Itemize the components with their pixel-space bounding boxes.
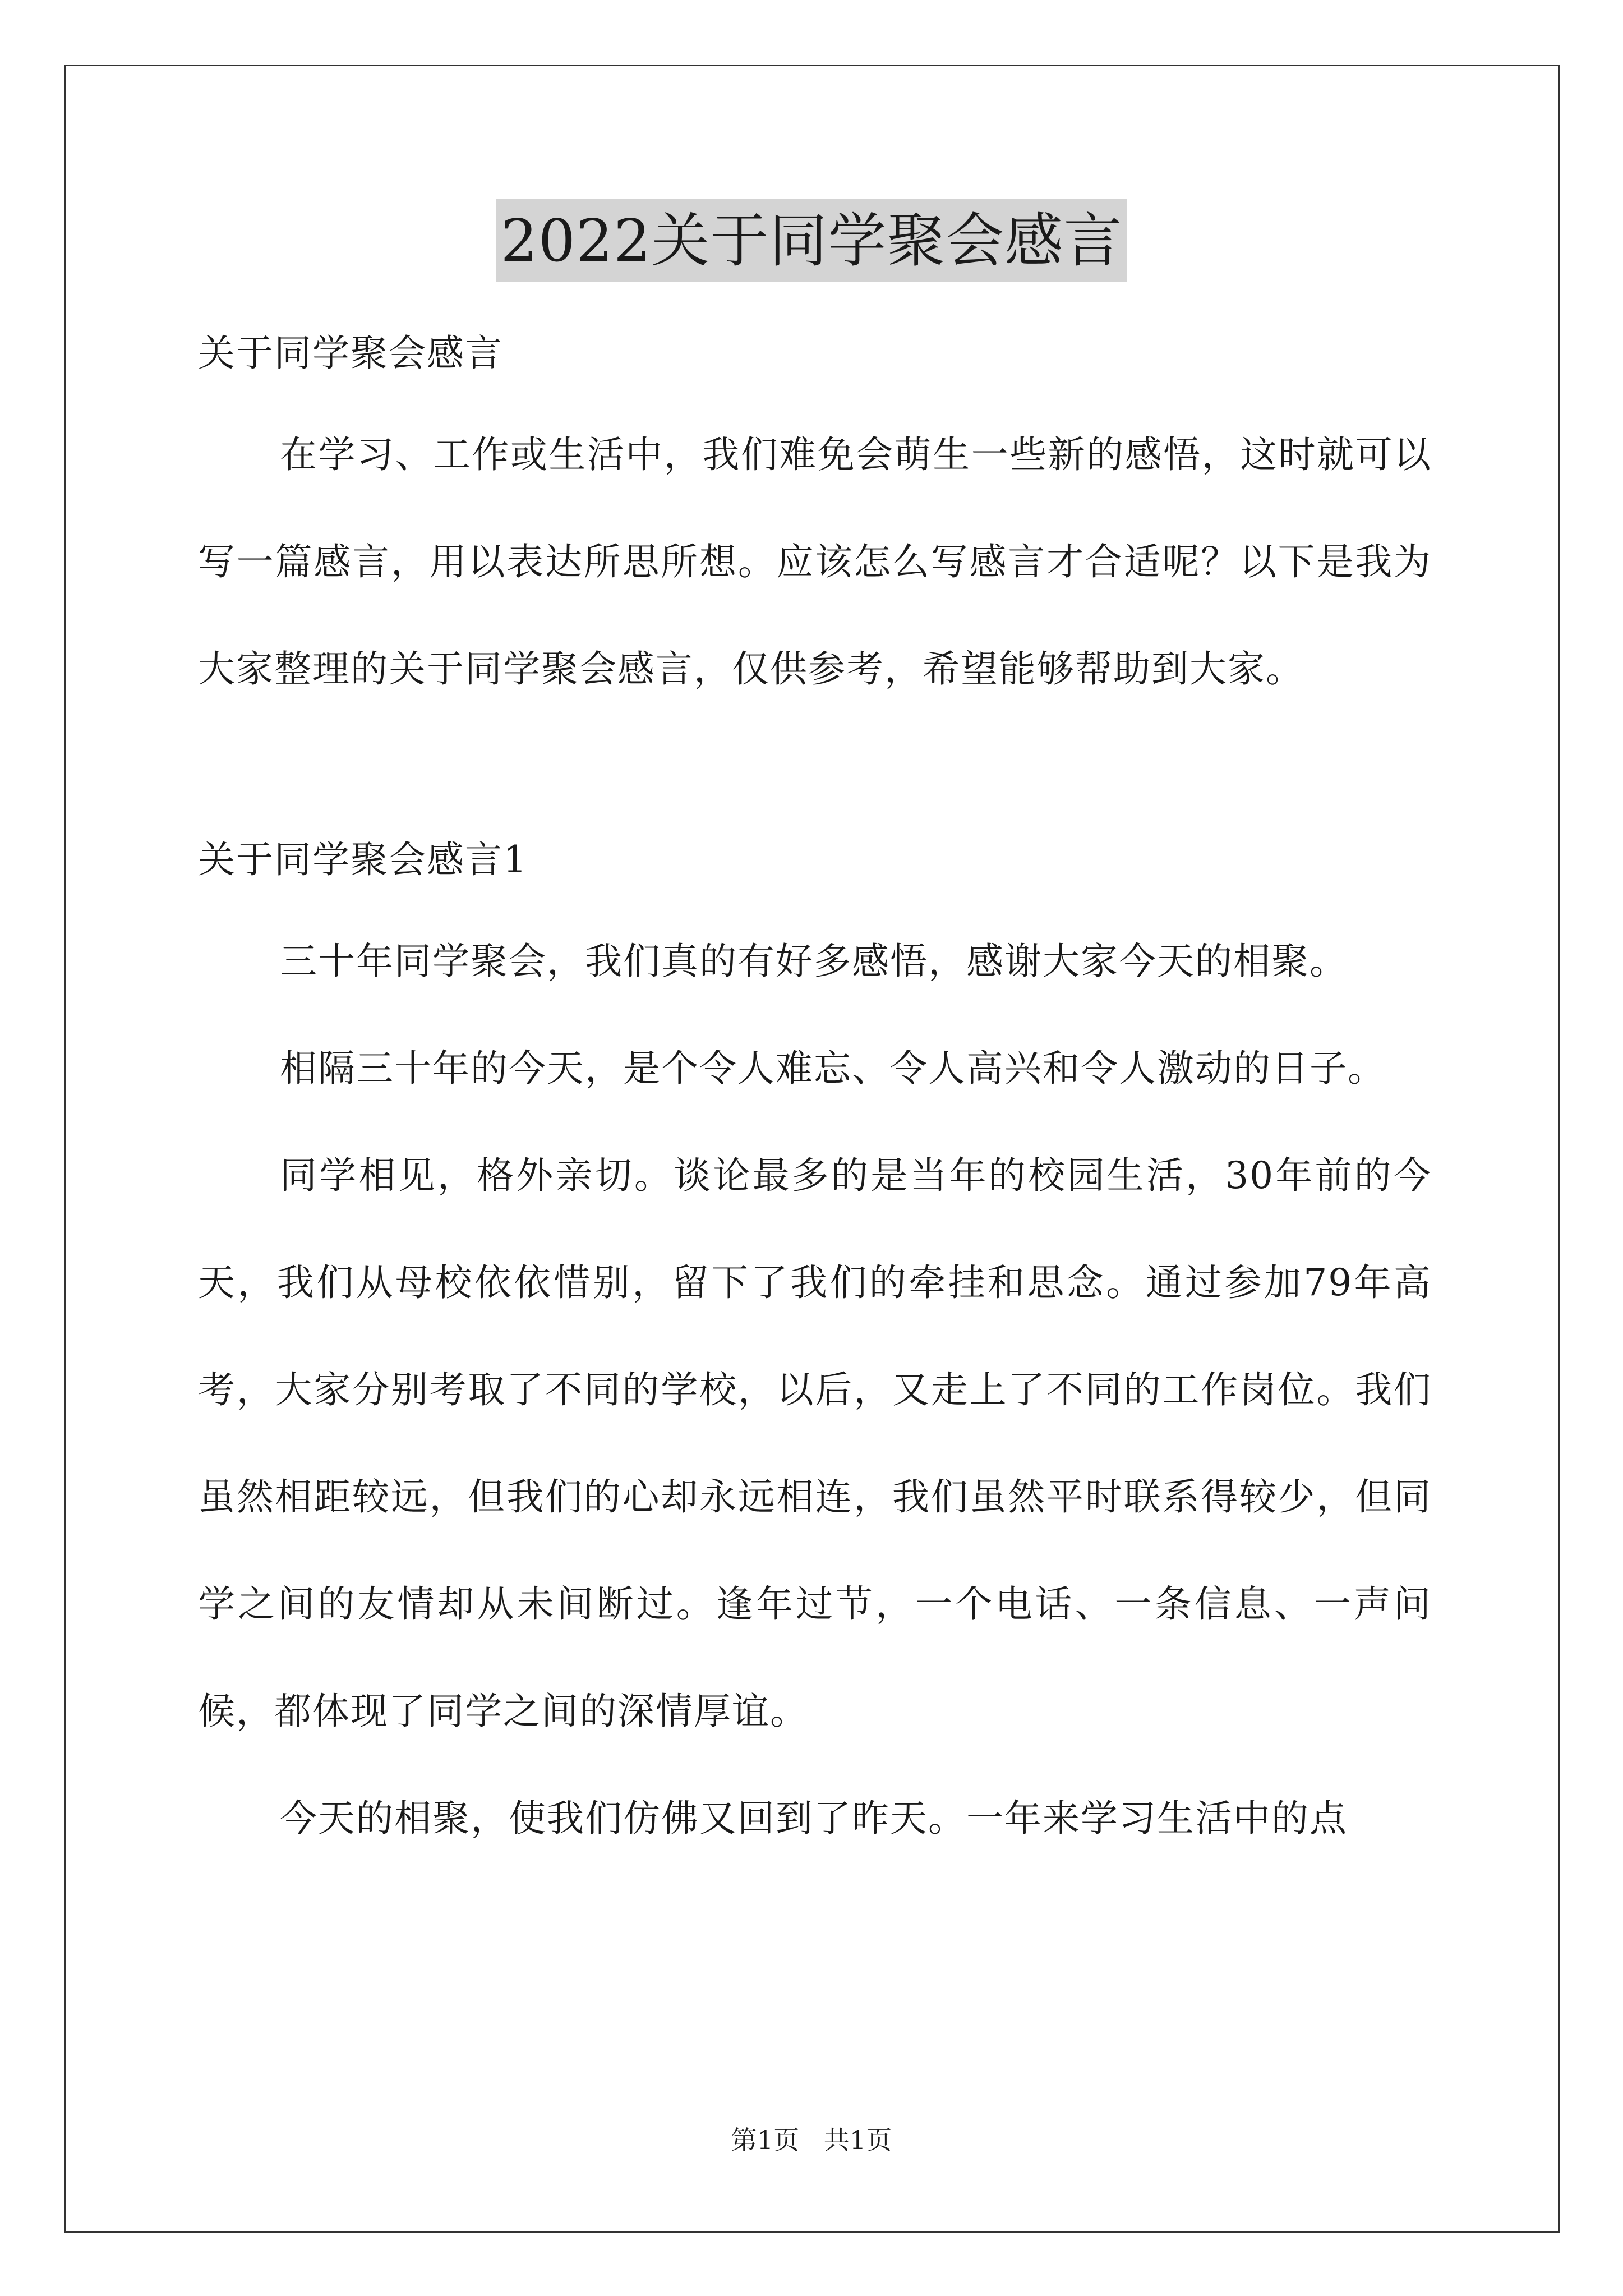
intro-paragraph: 在学习、工作或生活中，我们难免会萌生一些新的感悟，这时就可以写一篇感言，用以表达所思所想。应该怎么写感言才合适呢？以下是我为大家整理的关于同学聚会感言，仅供参考，希望能够帮助到大家。 — [198, 433, 1432, 691]
document-title: 2022关于同学聚会感言 — [496, 199, 1127, 282]
body-paragraph: 相隔三十年的今天，是个令人难忘、令人高兴和令人激动的日子。 — [280, 1047, 1386, 1090]
body-paragraph: 三十年同学聚会，我们真的有好多感悟，感谢大家今天的相聚。 — [280, 940, 1348, 983]
body-paragraph: 同学相见，格外亲切。谈论最多的是当年的校园生活，30年前的今天，我们从母校依依惜别，留下了我们的牵挂和思念。通过参加79年高考，大家分别考取了不同的学校，以后，又走上了不同的工作岗位。我们虽然相距较远，但我们的心却永远相连，我们虽然平时联系得较少，但同学之间的友情却从未间断过。逢年过节，一个电话、一条信息、一声问候，都体现了同学之间的深情厚谊。 — [198, 1154, 1432, 1733]
page-footer: 第1页 共1页 — [731, 2125, 892, 2155]
body-paragraph: 今天的相聚，使我们仿佛又回到了昨天。一年来学习生活中的点 — [280, 1797, 1348, 1840]
section-heading-1: 关于同学聚会感言1 — [198, 838, 528, 881]
title-container — [0, 199, 1623, 282]
document-body — [198, 306, 1432, 1872]
section-heading: 关于同学聚会感言 — [198, 332, 503, 375]
section-gap — [198, 723, 1432, 812]
